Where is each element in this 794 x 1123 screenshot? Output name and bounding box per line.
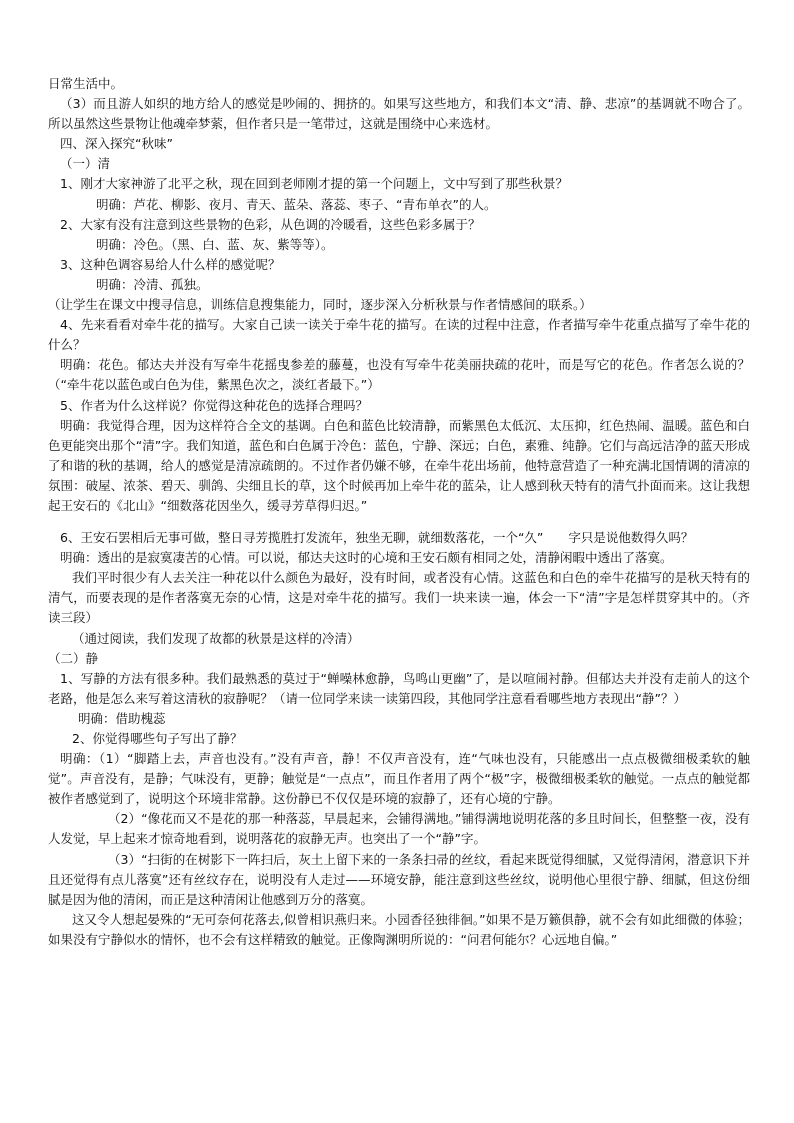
paragraph: 1、刚才大家神游了北平之秋，现在回到老师刚才提的第一个问题上，文中写到了那些秋景？ [60, 176, 568, 192]
paragraph: 四、深入探究“秋味” [60, 136, 173, 152]
paragraph: 3、这种色调容易给人什么样的感觉呢？ [60, 256, 281, 272]
paragraph: 1、写静的方法有很多种。我们最熟悉的莫过于“蝉噪林愈静，鸟鸣山更幽”了，是以喧闹衬静。但郁达夫并没有走前人的这个老路，他是怎么来写着这清秋的寂静呢？（请一位同学来读一读第四段，其他同学注意看看哪些地方表现出“静”？） [48, 670, 750, 706]
paragraph: 明确：透出的是寂寞凄苦的心情。可以说，郁达夫这时的心境和王安石颇有相同之处，清静闲暇中透出了落寞。 [60, 550, 673, 566]
paragraph: 日常生活中。 [48, 76, 124, 91]
paragraph: 明确：（1）“脚踏上去，声音也没有。”没有声音，静！不仅声音没有，连“气味也没有，只能感出一点点极微细极柔软的触觉”。声音没有，是静；气味没有，更静；触觉是“一点点”，而且作者用了两个“极”字，极微细极柔软的触觉。一点点的触觉都被作者感觉到了，说明这个环境非常静。这份静已不仅仅是环境的寂静了，还有心境的宁静。 [48, 751, 750, 807]
paragraph: （二）静 [48, 650, 99, 666]
paragraph: （一）清 [60, 156, 111, 172]
paragraph: 明确：冷清、孤独。 [96, 276, 209, 292]
paragraph: （让学生在课文中搜寻信息，训练信息搜集能力，同时，逐步深入分析秋景与作者情感间的联系。） [48, 297, 592, 313]
paragraph: 明确：借助槐蕊 [78, 710, 166, 726]
paragraph: 这又令人想起晏殊的“无可奈何花落去,似曾相识燕归来。小园香径独徘徊。”如果不是万籁俱静，就不会有如此细微的体验；如果没有宁静似水的情怀，也不会有这样精致的触觉。正像陶渊明所说的：“问君何能尔？心远地自偏。” [48, 911, 750, 947]
paragraph: （3）“扫街的在树影下一阵扫后，灰土上留下来的一条条扫帚的丝纹，看起来既觉得细腻，又觉得清闲，潜意识下并且还觉得有点儿落寞”还有丝纹存在，说明没有人走过——环境安静，能注意到这些丝纹，说明他心里很宁静、细腻，但这份细腻是因为他的清闲，而正是这种清闲让他感到万分的落寞。 [48, 851, 750, 907]
paragraph: 我们平时很少有人去关注一种花以什么颜色为最好，没有时间，或者没有心情。这蓝色和白色的牵牛花描写的是秋天特有的清气，而要表现的是作者落寞无奈的心情，这是对牵牛花的描写。我们一块来读一遍，体会一下“清”字是怎样贯穿其中的。（齐读三段） [48, 570, 750, 626]
paragraph: 明确：芦花、柳影、夜月、青天、蓝朵、落蕊、枣子、“青布单衣”的人。 [96, 196, 497, 212]
paragraph: 2、你觉得哪些句子写出了静？ [72, 731, 243, 746]
paragraph: （2）“像花而又不是花的那一种落蕊，早晨起来，会铺得满地。”铺得满地说明花落的多且时间长，但整整一夜，没有人发觉，早上起来才惊奇地看到，说明落花的寂静无声。也突出了一个“静”字。 [48, 811, 750, 847]
paragraph: 6、王安石罢相后无事可做，整日寻芳揽胜打发流年，独坐无聊，就细数落花，一个“久” 字只是说他数得久吗？ [60, 530, 694, 546]
paragraph: （通过阅读，我们发现了故都的秋景是这样的冷清） [72, 630, 360, 646]
paragraph: （3）而且游人如织的地方给人的感觉是吵闹的、拥挤的。如果写这些地方，和我们本文“清、静、悲凉”的基调就不吻合了。所以虽然这些景物让他魂牵梦萦，但作者只是一笔带过，这就是围绕中心来选材。 [48, 96, 750, 132]
paragraph: 明确：冷色。（黑、白、蓝、灰、紫等等）。 [96, 236, 334, 252]
paragraph: 2、大家有没有注意到这些景物的色彩，从色调的冷暖看，这些色彩多属于？ [60, 216, 481, 232]
paragraph-gap [48, 516, 750, 528]
paragraph: 5、作者为什么这样说？你觉得这种花色的选择合理吗？ [60, 397, 368, 413]
paragraph: 4、先来看看对牵牛花的描写。大家自己读一读关于牵牛花的描写。在读的过程中注意，作者描写牵牛花重点描写了牵牛花的什么？ [48, 317, 750, 353]
paragraph: 明确：我觉得合理，因为这样符合全文的基调。白色和蓝色比较清静，而紫黑色太低沉、太压抑，红色热闹、温暖。蓝色和白色更能突出那个“清”字。我们知道，蓝色和白色属于冷色：蓝色，宁静、深远；白色，素雅、纯静。它们与高远洁净的蓝天形成了和谐的秋的基调，给人的感觉是清凉疏朗的。不过作者仍嫌不够，在牵牛花出场前，他特意营造了一种充满北国情调的清凉的氛围：破屋、浓茶、碧天、驯鸽、尖细且长的草，这个时候再加上牵牛花的蓝朵，让人感到秋天特有的清气扑面而来。这让我想起王安石的《北山》“细数落花因坐久，缓寻芳草得归迟。” [48, 417, 750, 513]
paragraph: 明确：花色。郁达夫并没有写牵牛花摇曳参差的藤蔓，也没有写牵牛花美丽抉疏的花叶，而是写它的花色。作者怎么说的？（“牵牛花以蓝色或白色为佳，紫黑色次之，淡红者最下。”） [48, 357, 750, 393]
